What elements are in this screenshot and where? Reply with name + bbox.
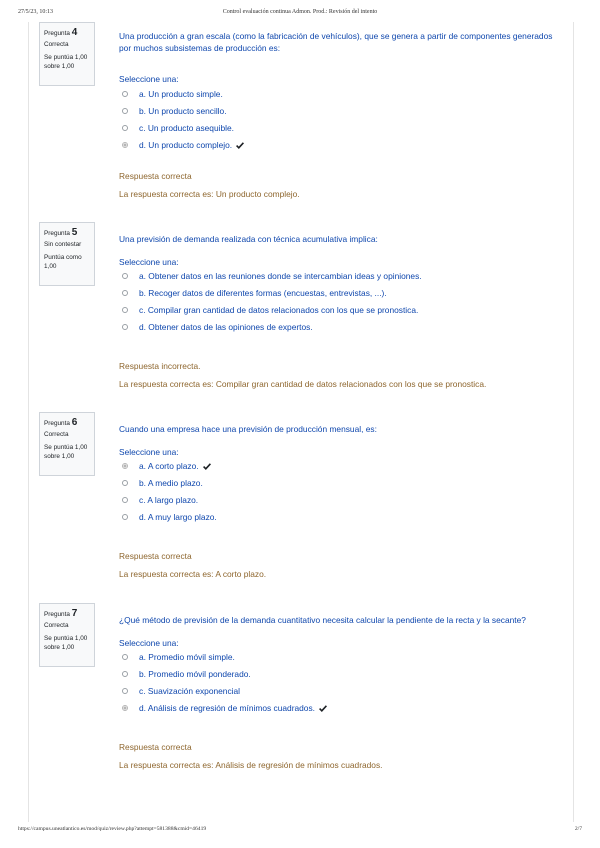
radio-button[interactable] (122, 290, 128, 296)
question-info (39, 603, 95, 667)
question-feedback (119, 360, 559, 390)
print-title: Control evaluación continua Admon. Prod.: Revisión del intento (222, 9, 378, 15)
question-state: Correcta (44, 622, 69, 629)
radio-button[interactable] (122, 514, 128, 520)
answer-option[interactable]: b. Promedio móvil ponderado. (119, 668, 251, 680)
radio-button-checked[interactable] (122, 142, 128, 148)
print-url: https://campus.uneatlantico.es/mod/quiz/review.php?attempt=581388&cmid=46419 (18, 826, 207, 832)
answer-option[interactable]: b. Un producto sencillo. (119, 105, 227, 117)
radio-button[interactable] (122, 91, 128, 97)
question-formulation (119, 30, 559, 150)
question-number: Pregunta 5 (44, 227, 78, 238)
print-header (18, 9, 582, 19)
radio-button[interactable] (122, 324, 128, 330)
answer-option[interactable]: a. A corto plazo. (119, 460, 210, 472)
radio-button[interactable] (122, 654, 128, 660)
question-number: Pregunta 6 (44, 417, 78, 428)
question-info (39, 412, 95, 476)
feedback-state: Respuesta incorrecta. (119, 361, 201, 371)
question-formulation (119, 423, 559, 522)
answer-option[interactable]: c. Compilar gran cantidad de datos relacionados con los que se pronostica. (119, 304, 418, 316)
feedback-state: Respuesta correcta (119, 551, 192, 561)
answer-option[interactable]: a. Un producto simple. (119, 88, 223, 100)
answer-option[interactable]: d. Un producto complejo. (119, 139, 243, 151)
question-formulation (119, 233, 559, 332)
radio-button-checked[interactable] (122, 705, 128, 711)
answer-option[interactable]: a. Obtener datos en las reuniones donde se intercambian ideas y opiniones. (119, 270, 422, 282)
correct-check-icon (236, 142, 243, 149)
right-answer: La respuesta correcta es: Un producto complejo. (119, 189, 300, 199)
question-grade: Se puntúa 1,00 sobre 1,00 (44, 444, 88, 460)
question-grade: Puntúa como 1,00 (44, 254, 82, 270)
right-answer: La respuesta correcta es: Análisis de regresión de mínimos cuadrados. (119, 760, 383, 770)
question-info (39, 222, 95, 286)
radio-button[interactable] (122, 480, 128, 486)
right-answer: La respuesta correcta es: Compilar gran cantidad de datos relacionados con los que se pronostica. (119, 379, 487, 389)
radio-button[interactable] (122, 671, 128, 677)
answer-option[interactable]: d. A muy largo plazo. (119, 511, 217, 523)
question-state: Correcta (44, 431, 69, 438)
correct-check-icon (203, 463, 210, 470)
radio-button[interactable] (122, 273, 128, 279)
feedback-state: Respuesta correcta (119, 742, 192, 752)
radio-button[interactable] (122, 125, 128, 131)
print-date: 27/5/23, 10:13 (18, 9, 54, 15)
answer-option[interactable]: b. A medio plazo. (119, 477, 203, 489)
question-text: Una previsión de demanda realizada con técnica acumulativa implica: (119, 234, 378, 244)
content-frame (28, 22, 574, 822)
answer-option[interactable]: d. Análisis de regresión de mínimos cuadrados. (119, 702, 326, 714)
answer-option[interactable]: a. Promedio móvil simple. (119, 651, 235, 663)
question-text: ¿Qué método de previsión de la demanda cuantitativo necesita calcular la pendiente de la recta y la secante? (119, 615, 526, 625)
answer-option[interactable]: d. Obtener datos de las opiniones de expertos. (119, 321, 313, 333)
feedback-state: Respuesta correcta (119, 171, 192, 181)
question-text: Cuando una empresa hace una previsión de producción mensual, es: (119, 424, 377, 434)
print-page-number: 2/7 (574, 826, 582, 832)
question-feedback (119, 170, 559, 200)
select-prompt: Seleccione una: (119, 447, 179, 457)
question-text: Una producción a gran escala (como la fabricación de vehículos), que se genera a partir de componentes generados por muchos subsistemas de producción es: (119, 31, 553, 53)
print-footer (18, 826, 582, 836)
select-prompt: Seleccione una: (119, 257, 179, 267)
correct-check-icon (319, 705, 326, 712)
question-grade: Se puntúa 1,00 sobre 1,00 (44, 54, 88, 70)
question-state: Correcta (44, 41, 69, 48)
select-prompt: Seleccione una: (119, 74, 179, 84)
radio-button[interactable] (122, 108, 128, 114)
select-prompt: Seleccione una: (119, 638, 179, 648)
question-feedback (119, 741, 559, 771)
answer-option[interactable]: c. Suavización exponencial (119, 685, 240, 697)
question-grade: Se puntúa 1,00 sobre 1,00 (44, 635, 88, 651)
radio-button-checked[interactable] (122, 463, 128, 469)
radio-button[interactable] (122, 688, 128, 694)
radio-button[interactable] (122, 497, 128, 503)
question-number: Pregunta 4 (44, 27, 78, 38)
answer-option[interactable]: c. Un producto asequible. (119, 122, 234, 134)
answer-option[interactable]: c. A largo plazo. (119, 494, 198, 506)
question-formulation (119, 614, 559, 713)
question-number: Pregunta 7 (44, 608, 78, 619)
question-info (39, 22, 95, 86)
radio-button[interactable] (122, 307, 128, 313)
question-state: Sin contestar (44, 241, 82, 248)
question-feedback (119, 550, 559, 580)
right-answer: La respuesta correcta es: A corto plazo. (119, 569, 267, 579)
answer-option[interactable]: b. Recoger datos de diferentes formas (encuestas, entrevistas, ...). (119, 287, 387, 299)
